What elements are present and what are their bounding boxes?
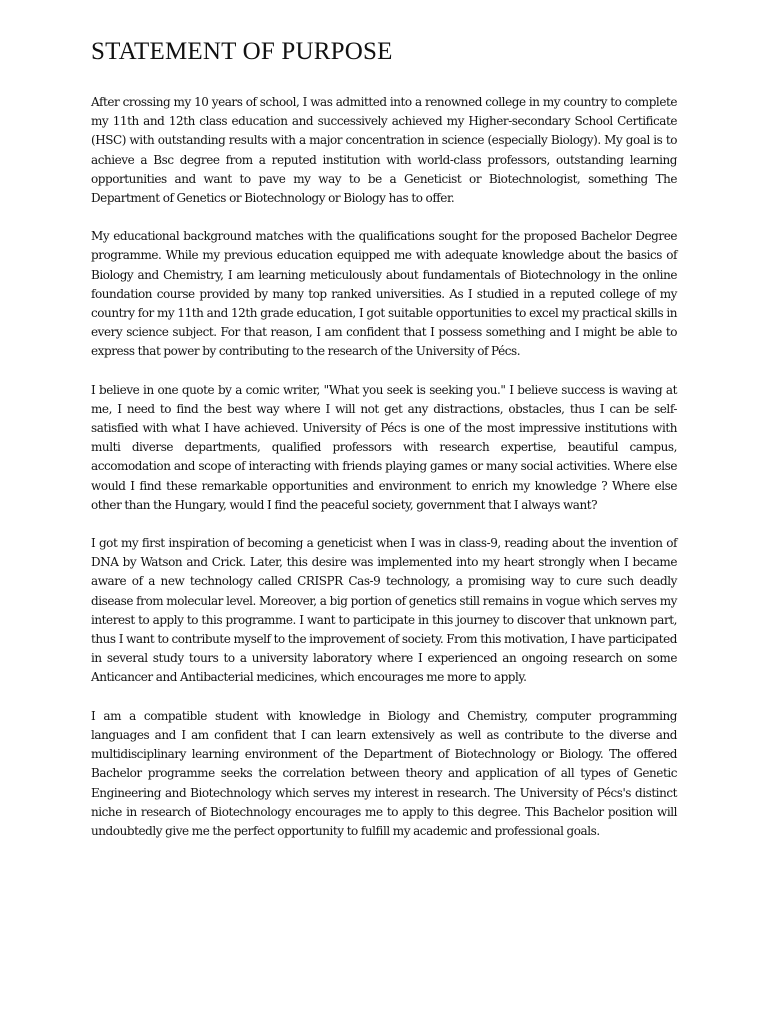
paragraph-4: I got my first inspiration of becoming a geneticist when I was in class-9, reading about the invention of DNA by Watson and Crick. Later, this desire was implemented into my heart strongly when I became aware of a new technology called CRISPR Cas-9 technology, a promising way to cure such deadly disease from molecular level. Moreover, a big portion of genetics still remains in vogue which serves my interest to apply to this programme. I want to participate in this journey to discover that unknown part, thus I want to contribute myself to the improvement of society. From this motivation, I have participated in several study tours to a university laboratory where I experienced an ongoing research on some Anticancer and Antibacterial medicines, which encourages me more to apply.	[91, 536, 677, 685]
paragraph-2: My educational background matches with the qualifications sought for the proposed Bachelor Degree programme. While my previous education equipped me with adequate knowledge about the basics of Biology and Chemistry, I am learning meticulously about fundamentals of Biotechnology in the online foundation course provided by many top ranked universities. As I studied in a reputed college of my country for my 11th and 12th grade education, I got suitable opportunities to excel my practical skills in every science subject. For that reason, I am confident that I possess something and I might be able to express that power by contributing to the research of the University of Pécs.	[91, 229, 677, 359]
paragraph-3: I believe in one quote by a comic writer, "What you seek is seeking you." I believe success is waving at me, I need to find the best way where I will not get any distractions, obstacles, thus I can be self-satisfied with what I have achieved. University of Pécs is one of the most impressive institutions with multi diverse departments, qualified professors with research expertise, beautiful campus, accomodation and scope of interacting with friends playing games or many social activities. Where else would I find these remarkable opportunities and environment to enrich my knowledge ? Where else other than the Hungary, would I find the peaceful society, government that I always want?	[91, 382, 677, 512]
paragraph-5: I am a compatible student with knowledge in Biology and Chemistry, computer programming languages and I am confident that I can learn extensively as well as contribute to the diverse and multidisciplinary learning environment of the Department of Biotechnology or Biology. The offered Bachelor programme seeks the correlation between theory and application of all types of Genetic Engineering and Biotechnology which serves my interest in research. The University of Pécs's distinct niche in research of Biotechnology encourages me to apply to this degree. This Bachelor position will undoubtedly give me the perfect opportunity to fulfill my academic and professional goals.	[91, 708, 677, 838]
document-body	[91, 93, 677, 860]
paragraph-1: After crossing my 10 years of school, I was admitted into a renowned college in my country to complete my 11th and 12th class education and successively achieved my Higher-secondary School Certificate (HSC) with outstanding results with a major concentration in science (especially Biology). My goal is to achieve a Bsc degree from a reputed institution with world-class professors, outstanding learning opportunities and want to pave my way to be a Geneticist or Biotechnologist, something The Department of Genetics or Biotechnology or Biology has to offer.	[91, 95, 677, 206]
document-title: STATEMENT OF PURPOSE	[91, 38, 393, 65]
